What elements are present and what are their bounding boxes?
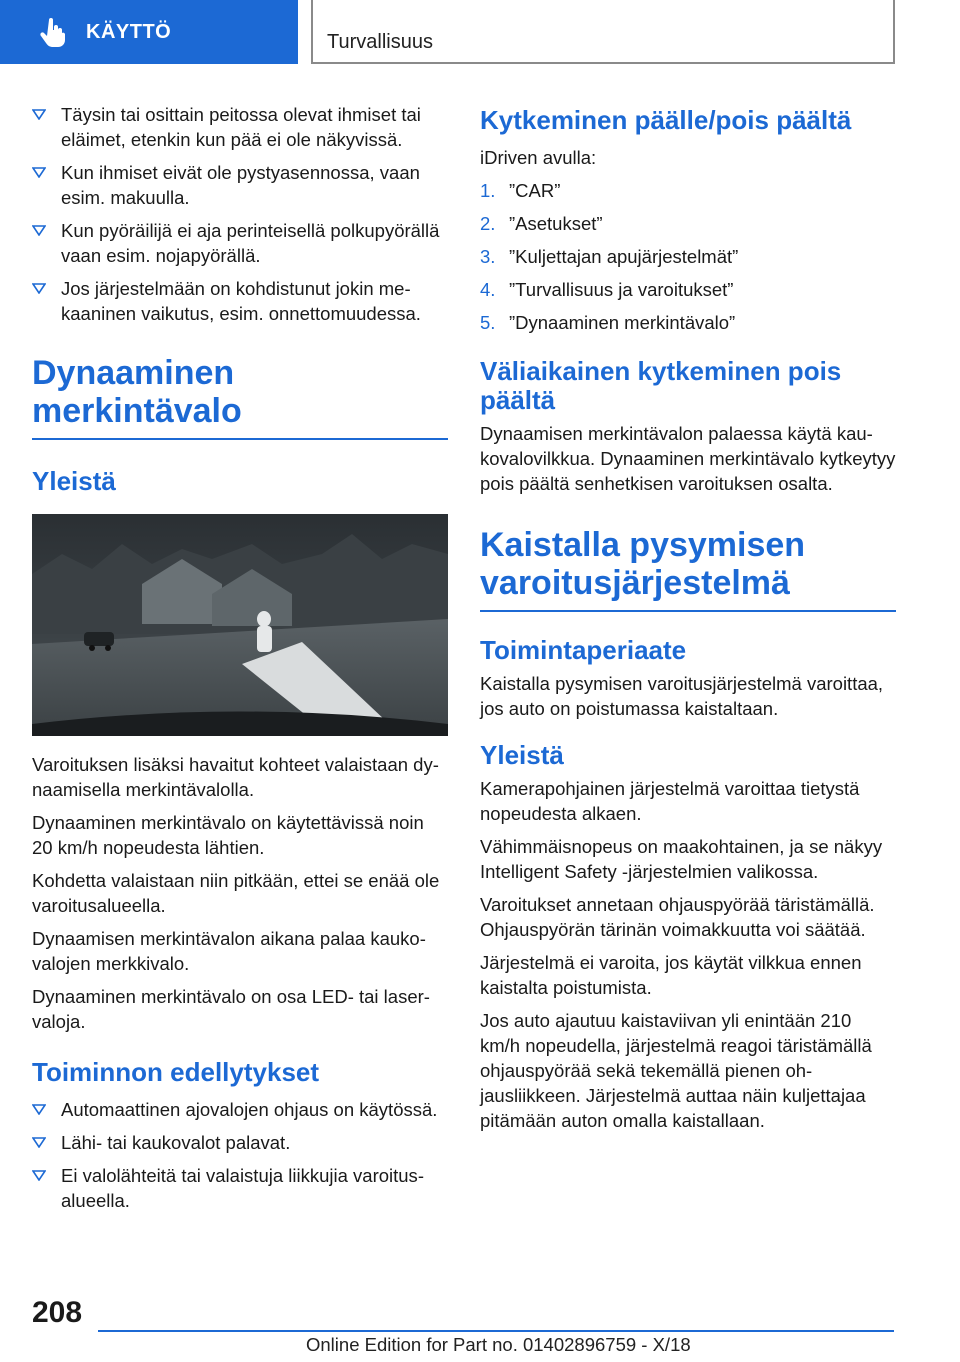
heading-requirements: Toiminnon edellytykset bbox=[32, 1057, 320, 1087]
page-number: 208 bbox=[32, 1296, 83, 1329]
list-item: Kun ihmiset eivät ole pystyasennossa, vaan esim. makuulla. bbox=[32, 160, 448, 210]
paragraph: Dynaaminen merkintävalo on käytettävissä noin 20 km/h nopeudesta lähtien. bbox=[32, 812, 424, 858]
hand-pointer-icon bbox=[40, 17, 66, 47]
list-item: Lähi- tai kaukovalot palavat. bbox=[32, 1130, 448, 1155]
bullet-triangle-icon bbox=[32, 1104, 46, 1115]
heading-temporary-off: Väliaikainen kytkeminen pois päältä bbox=[480, 356, 842, 415]
footer-rule bbox=[98, 1330, 894, 1332]
bullet-triangle-icon bbox=[32, 225, 46, 236]
list-item: 5. ”Dynaaminen merkintävalo” bbox=[480, 312, 736, 333]
page-header bbox=[0, 0, 960, 66]
bullet-triangle-icon bbox=[32, 283, 46, 294]
heading-general-lane: Yleistä bbox=[480, 740, 564, 770]
left-column bbox=[32, 102, 448, 1221]
list-item: 3. ”Kuljettajan apujärjestelmät” bbox=[480, 246, 739, 267]
edition-text: Online Edition for Part no. 01402896759 - X/18 bbox=[306, 1334, 691, 1355]
list-item: Täysin tai osittain peitossa olevat ihmiset tai eläimet, etenkin kun pää ei ole näkyvissä. bbox=[32, 102, 448, 152]
list-item: Jos järjestelmään on kohdistunut jokin mekaaninen vaikutus, esim. onnettomuudessa. bbox=[32, 276, 448, 326]
chapter-tab-label: KÄYTTÖ bbox=[86, 20, 172, 43]
menu-steps-list bbox=[480, 178, 896, 335]
heading-toggle: Kytkeminen päälle/pois päältä bbox=[480, 105, 852, 135]
general-paragraphs bbox=[32, 752, 448, 1034]
section-heading-lane-departure: Kaistalla pysymisen varoitusjärjestelmä bbox=[480, 526, 896, 612]
intro-bullet-list bbox=[32, 102, 448, 326]
right-column bbox=[480, 102, 896, 1141]
paragraph: Järjestelmä ei varoita, jos käytät vilkkua ennen kaistalta poistumista. bbox=[480, 952, 862, 998]
paragraph: Varoituksen lisäksi havaitut kohteet valaistaan dynaamisella merkintävalolla. bbox=[32, 754, 439, 800]
paragraph: Kamerapohjainen järjestelmä varoittaa tietystä nopeudesta alkaen. bbox=[480, 778, 860, 824]
night-road-illustration bbox=[32, 514, 448, 736]
bullet-triangle-icon bbox=[32, 167, 46, 178]
paragraph: Vähimmäisnopeus on maakohtainen, ja se näkyy Intelligent Safety -järjestelmien valikossa. bbox=[480, 836, 883, 882]
section-heading-dynamic-marker-light: Dynaaminen merkintävalo bbox=[32, 354, 448, 440]
paragraph: Dynaamisen merkintävalon aikana palaa kaukovalojen merkkivalo. bbox=[32, 928, 426, 974]
bullet-triangle-icon bbox=[32, 109, 46, 120]
section-header bbox=[311, 0, 895, 64]
bullet-triangle-icon bbox=[32, 1170, 46, 1181]
list-item: Kun pyöräilijä ei aja perinteisellä polkupyörällä vaan esim. nojapyörällä. bbox=[32, 218, 448, 268]
section-title: Turvallisuus bbox=[327, 31, 433, 53]
paragraph: Jos auto ajautuu kaistaviivan yli enintään 210 km/h nopeudella, järjestelmä reagoi täristämällä ohjauspyörää sekä tekemällä pienen ohjausliikkeen. Järjestelmä auttaa näin kuljettajaa pitämään auton omalla kaistallaan. bbox=[480, 1010, 872, 1131]
paragraph: Dynaaminen merkintävalo on osa LED- tai laservaloja. bbox=[32, 986, 430, 1032]
lane-paragraphs bbox=[480, 776, 896, 1133]
heading-principle: Toimintaperiaate bbox=[480, 635, 687, 665]
list-item: 1. ”CAR” bbox=[480, 180, 561, 201]
toggle-intro: iDriven avulla: bbox=[480, 147, 597, 168]
paragraph: Kohdetta valaistaan niin pitkään, ettei se enää ole varoitusalueella. bbox=[32, 870, 440, 916]
list-item: 2. ”Asetukset” bbox=[480, 213, 603, 234]
temporary-off-text: Dynaamisen merkintävalon palaessa käytä kaukovalovilkkua. Dynaaminen merkintävalo kytkeytyy pois päältä senhetkisen varoituksen osalta. bbox=[480, 423, 896, 494]
chapter-tab[interactable] bbox=[0, 0, 298, 64]
heading-general: Yleistä bbox=[32, 466, 116, 496]
list-item: Automaattinen ajovalojen ohjaus on käytössä. bbox=[32, 1097, 448, 1122]
bullet-triangle-icon bbox=[32, 1137, 46, 1148]
paragraph: Varoitukset annetaan ohjauspyörää täristämällä. Ohjauspyörän tärinän voimakkuutta voi säätää. bbox=[480, 894, 875, 940]
requirements-list bbox=[32, 1097, 448, 1213]
principle-text: Kaistalla pysymisen varoitusjärjestelmä varoittaa, jos auto on poistumassa kaistaltaan. bbox=[480, 673, 884, 719]
list-item: 4. ”Turvallisuus ja varoitukset” bbox=[480, 279, 734, 300]
list-item: Ei valolähteitä tai valaistuja liikkujia varoitusalueella. bbox=[32, 1163, 448, 1213]
